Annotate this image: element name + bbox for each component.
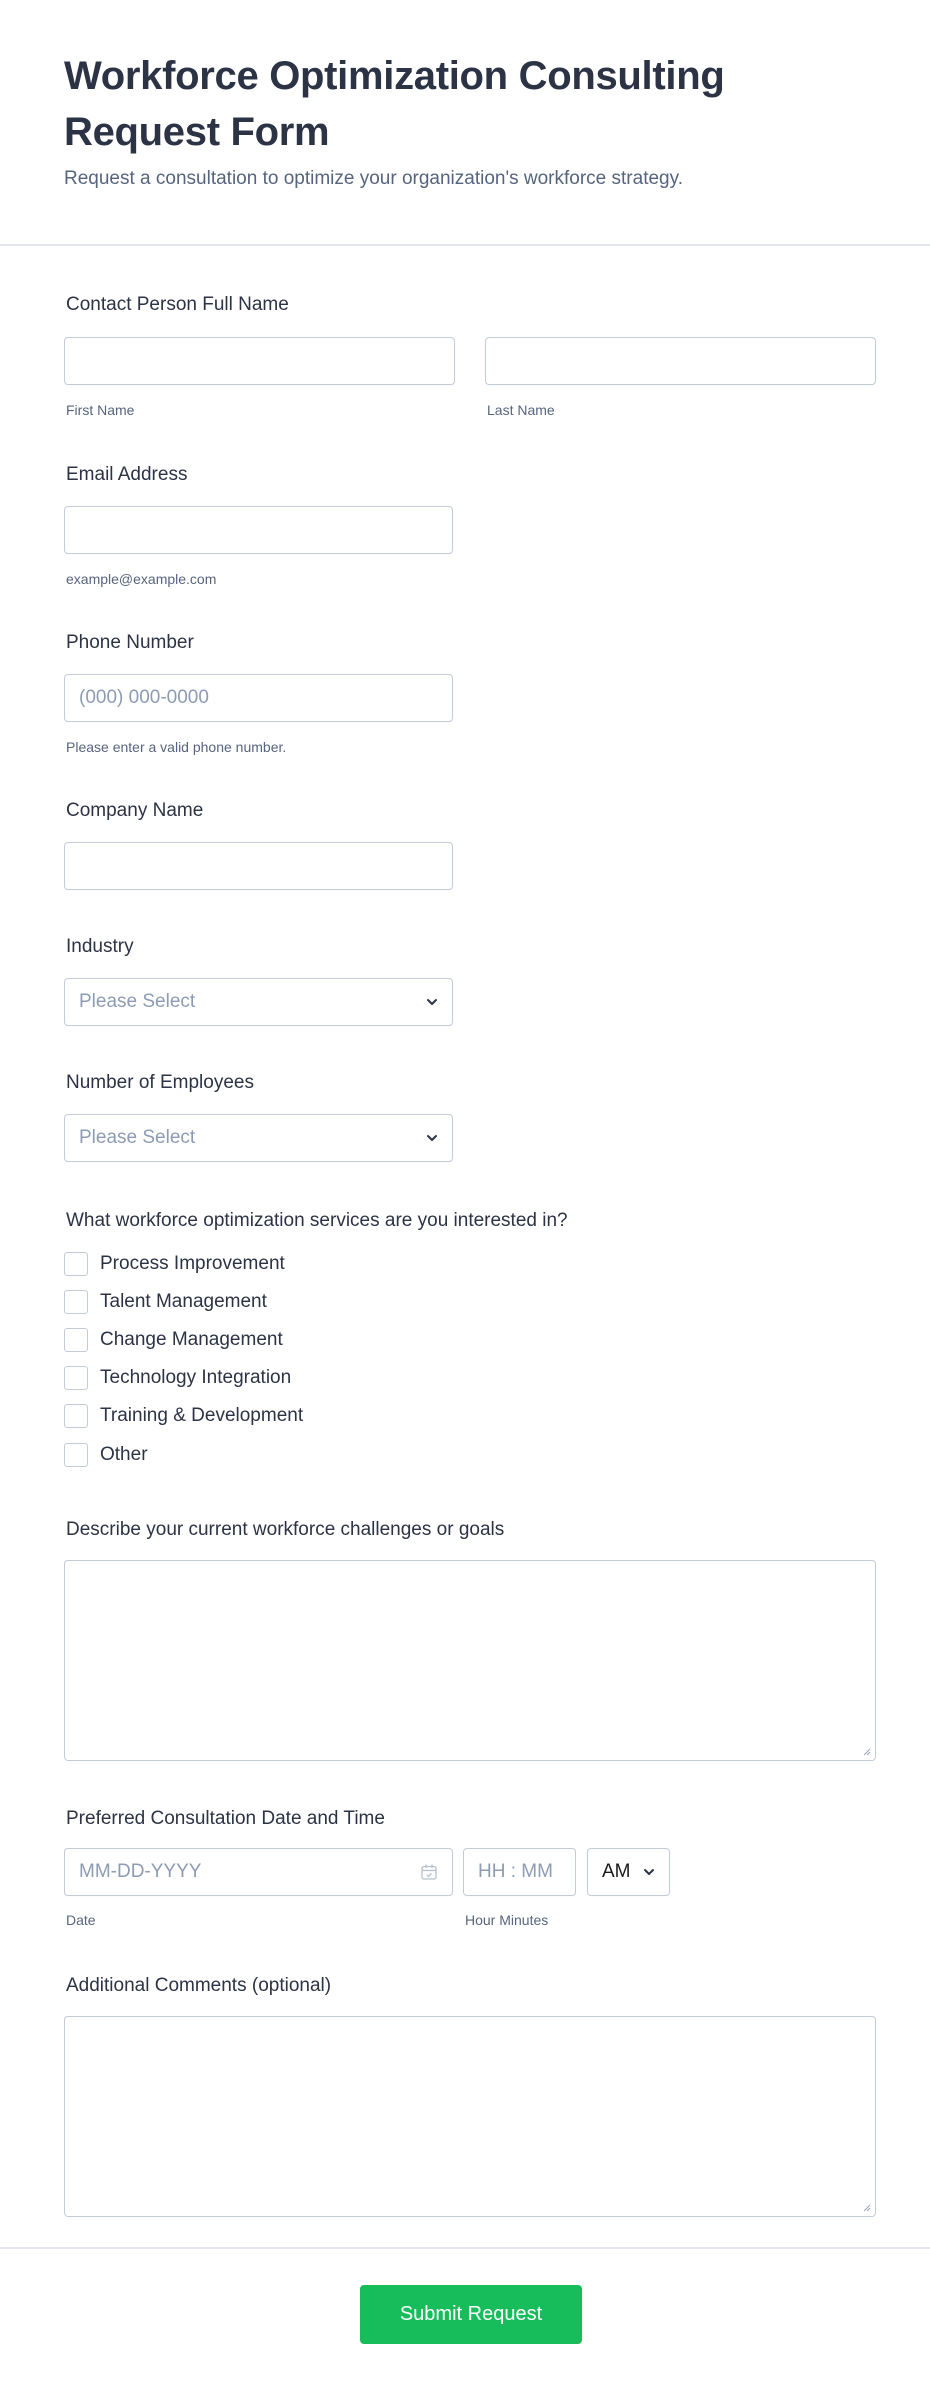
checkbox-box[interactable] xyxy=(64,1252,88,1276)
checkbox-training-development[interactable] xyxy=(64,1403,303,1429)
checkbox-box[interactable] xyxy=(64,1443,88,1467)
checkbox-talent-management[interactable] xyxy=(64,1289,267,1315)
industry-select[interactable] xyxy=(64,978,453,1026)
comments-textarea[interactable] xyxy=(64,2016,876,2217)
last-name-input[interactable] xyxy=(485,337,876,385)
challenges-label: Describe your current workforce challenges or goals xyxy=(66,1519,505,1540)
checkbox-label: Change Management xyxy=(100,1329,283,1350)
checkbox-other[interactable] xyxy=(64,1442,148,1468)
checkbox-box[interactable] xyxy=(64,1404,88,1428)
time-sublabel: Hour Minutes xyxy=(465,1912,549,1928)
resize-handle-icon[interactable] xyxy=(861,1746,871,1756)
chevron-down-icon xyxy=(641,1864,657,1880)
checkbox-change-management[interactable] xyxy=(64,1327,283,1353)
checkbox-technology-integration[interactable] xyxy=(64,1365,291,1391)
date-placeholder: MM-DD-YYYY xyxy=(79,1861,202,1882)
datetime-label: Preferred Consultation Date and Time xyxy=(66,1808,385,1829)
email-input[interactable] xyxy=(64,506,453,554)
time-placeholder: HH : MM xyxy=(478,1861,553,1882)
checkbox-label: Process Improvement xyxy=(100,1253,285,1274)
footer-divider xyxy=(0,2247,930,2249)
ampm-select[interactable] xyxy=(587,1848,670,1896)
resize-handle-icon[interactable] xyxy=(861,2202,871,2212)
header-divider xyxy=(0,244,930,246)
checkbox-label: Technology Integration xyxy=(100,1367,292,1388)
challenges-textarea[interactable] xyxy=(64,1560,876,1761)
industry-selected-value: Please Select xyxy=(79,991,196,1012)
checkbox-label: Training & Development xyxy=(100,1405,304,1426)
date-input[interactable] xyxy=(64,1848,453,1896)
services-label: What workforce optimization services are you interested in? xyxy=(66,1210,568,1231)
form-subtitle: Request a consultation to optimize your organization's workforce strategy. xyxy=(64,168,683,189)
phone-label: Phone Number xyxy=(66,632,194,653)
first-name-input[interactable] xyxy=(64,337,455,385)
checkbox-box[interactable] xyxy=(64,1366,88,1390)
checkbox-process-improvement[interactable] xyxy=(64,1251,285,1277)
company-input[interactable] xyxy=(64,842,453,890)
submit-button[interactable]: Submit Request xyxy=(360,2285,582,2344)
phone-input[interactable] xyxy=(64,674,453,722)
chevron-down-icon xyxy=(424,994,440,1010)
company-label: Company Name xyxy=(66,800,204,821)
comments-label: Additional Comments (optional) xyxy=(66,1975,332,1996)
employees-select[interactable] xyxy=(64,1114,453,1162)
date-sublabel: Date xyxy=(66,1912,96,1928)
time-input[interactable] xyxy=(463,1848,576,1896)
phone-sublabel: Please enter a valid phone number. xyxy=(66,739,287,755)
ampm-selected-value: AM xyxy=(602,1861,631,1882)
email-sublabel: example@example.com xyxy=(66,571,217,587)
chevron-down-icon xyxy=(424,1130,440,1146)
email-label: Email Address xyxy=(66,464,188,485)
full-name-label: Contact Person Full Name xyxy=(66,294,289,315)
last-name-sublabel: Last Name xyxy=(487,402,555,418)
checkbox-box[interactable] xyxy=(64,1328,88,1352)
phone-placeholder: (000) 000-0000 xyxy=(79,687,209,708)
checkbox-label: Other xyxy=(100,1444,148,1465)
industry-label: Industry xyxy=(66,936,134,957)
employees-selected-value: Please Select xyxy=(79,1127,196,1148)
calendar-icon[interactable] xyxy=(420,1863,438,1881)
employees-label: Number of Employees xyxy=(66,1072,254,1093)
form-title: Workforce Optimization Consulting Request Form xyxy=(64,54,725,154)
checkbox-label: Talent Management xyxy=(100,1291,267,1312)
first-name-sublabel: First Name xyxy=(66,402,135,418)
checkbox-box[interactable] xyxy=(64,1290,88,1314)
